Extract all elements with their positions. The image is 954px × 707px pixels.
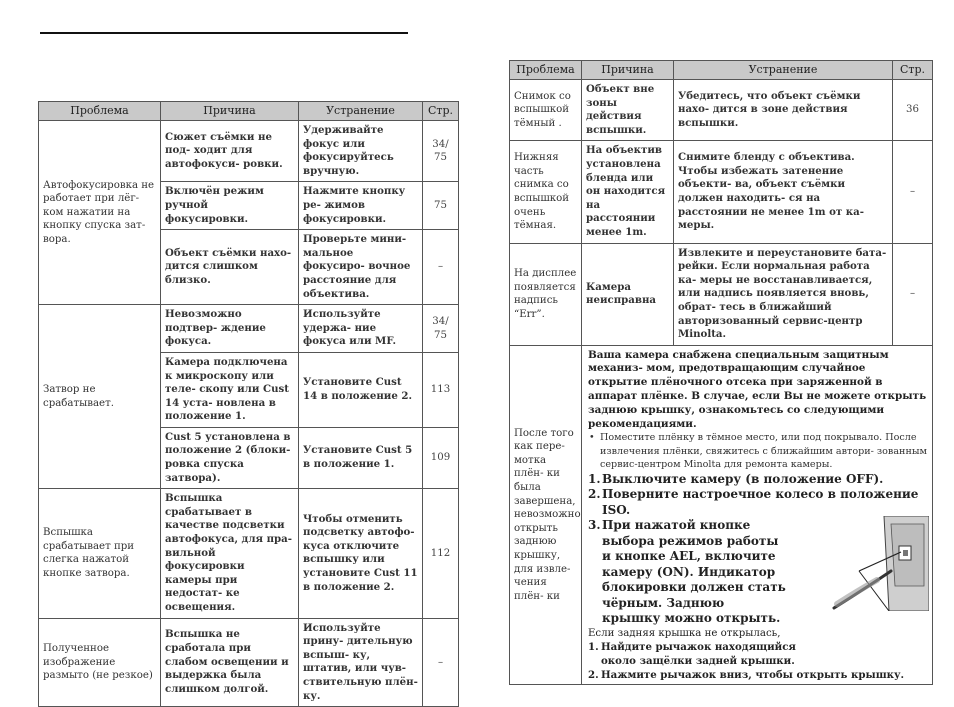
troubleshooting-table-left [38, 101, 459, 707]
table-row [510, 243, 933, 345]
page-cell: – [423, 618, 459, 707]
step-text: Поверните настроечное колесо в положение ISO. [602, 487, 919, 517]
cause-cell: Объект съёмки нахо- дится слишком близко. [161, 230, 299, 305]
cause-cell: Включён режим ручной фокусировки. [161, 182, 299, 230]
header-cause: Причина [582, 61, 674, 80]
step-text: Нажмите рычажок вниз, чтобы открыть крышку. [601, 669, 905, 682]
step-number: 1. [588, 641, 599, 654]
problem-cell: Снимок со вспышкой тёмный . [510, 80, 582, 141]
table-row [510, 141, 933, 243]
fix-cell: Чтобы отменить подсветку автофо- куса отключите вспышку или установите Cust 11 в положение 2. [299, 489, 423, 618]
fix-cell: Извлеките и переустановите бата- рейки. Если нормальная работа ка- меры не восстанавливается, или надпись появляется вновь, обрат- тесь в ближайший авторизованный сервис-центр Minolta. [674, 243, 893, 345]
page-cell: – [893, 243, 933, 345]
fix-cell: Убедитесь, что объект съёмки нахо- дится в зоне действия вспышки. [674, 80, 893, 141]
step-number: 2. [588, 487, 601, 502]
page-cell: 34/ 75 [423, 121, 459, 182]
page-cell: 109 [423, 427, 459, 488]
page-cell: 75 [423, 182, 459, 230]
step-number: 2. [588, 669, 599, 682]
problem-cell: Нижняя часть снимка со вспышкой очень тёмная. [510, 141, 582, 243]
cause-cell: Объект вне зоны действия вспышки. [582, 80, 674, 141]
header-fix: Устранение [674, 61, 893, 80]
fail-step-2 [588, 668, 928, 682]
table-row [39, 305, 459, 353]
troubleshooting-table-right [509, 60, 933, 685]
table-row [510, 345, 933, 685]
problem-cell: Автофокусировка не работает при лёг- ком нажатии на кнопку спуска зат- вора. [39, 121, 161, 305]
step-text: При нажатой кнопке выбора режимов работы и кнопке AEL, включите камеру (ON). Индикатор блокировки должен стать чёрным. Заднюю крышку можно открыть. [602, 518, 786, 626]
cause-cell: Вспышка не сработала при слабом освещении и выдержка была слишком долгой. [161, 618, 299, 707]
step-2 [588, 487, 928, 518]
header-page: Стр. [423, 102, 459, 121]
fix-cell: Нажмите кнопку ре- жимов фокусировки. [299, 182, 423, 230]
header-fix: Устранение [299, 102, 423, 121]
cause-cell: Сюжет съёмки не под- ходит для автофокуси- ровки. [161, 121, 299, 182]
cause-cell: На объектив установлена бленда или он находится на расстоянии менее 1m. [582, 141, 674, 243]
cause-cell: Невозможно подтвер- ждение фокуса. [161, 305, 299, 353]
problem-cell: После того как пере- мотка плён- ки была завершена, невозможно открыть заднюю крышку, для извле- чения плён- ки [510, 345, 582, 685]
cause-cell: Вспышка срабатывает в качестве подсветки автофокуса, для пра- вильной фокусировки камеры при недостат- ке освещения. [161, 489, 299, 618]
fix-cell: Используйте удержа- ние фокуса или MF. [299, 305, 423, 353]
page-cell: 112 [423, 489, 459, 618]
table-row [510, 80, 933, 141]
table-row [39, 121, 459, 182]
problem-cell: На дисплее появляется надпись “Err”. [510, 243, 582, 345]
header-page: Стр. [893, 61, 933, 80]
page-cell: – [423, 230, 459, 305]
fix-cell: Установите Cust 14 в положение 2. [299, 352, 423, 427]
table-row [39, 618, 459, 707]
fix-cell: Используйте прину- дительную вспыш- ку, штатив, или чув- ствительную плён- ку. [299, 618, 423, 707]
fail-step-1 [588, 640, 801, 668]
problem-cell: Вспышка срабатывает при слегка нажатой кнопке затвора. [39, 489, 161, 618]
cause-cell: Cust 5 установлена в положение 2 (блоки- ровка спуска затвора). [161, 427, 299, 488]
camera-back-illustration [829, 516, 929, 611]
fail-intro: Если задняя крышка не открылась, [588, 627, 781, 639]
intro-paragraph: Ваша камера снабжена специальным защитным механиз- мом, предотвращающим случайное открытие плёночного отсека при заряженной в аппарат плёнке. В случае, если Вы не можете открыть заднюю крышку, ознакомьтесь со следующими рекомендациями. [588, 348, 927, 430]
step-text: Найдите рычажок находящийся около защёлки задней крышки. [601, 641, 796, 668]
problem-cell: Полученное изображение размыто (не резкое) [39, 618, 161, 707]
step-number: 1. [588, 471, 601, 486]
header-rule [40, 32, 408, 34]
fix-cell: Снимите бленду с объектива. Чтобы избежать затенение объекти- ва, объект съёмки должен находить- ся на расстоянии не менее 1m от ка- меры. [674, 141, 893, 243]
table-header-row [510, 61, 933, 80]
cause-cell: Камера подключена к микроскопу или теле- скопу или Cust 14 уста- новлена в положение 1. [161, 352, 299, 427]
header-problem: Проблема [39, 102, 161, 121]
problem-cell: Затвор не срабатывает. [39, 305, 161, 489]
fix-cell: Установите Cust 5 в положение 1. [299, 427, 423, 488]
page-cell: – [893, 141, 933, 243]
step-text: Выключите камеру (в положение OFF). [602, 471, 884, 486]
step-1 [588, 472, 928, 488]
step-number: 3. [588, 518, 601, 533]
header-problem: Проблема [510, 61, 582, 80]
page-cell: 36 [893, 80, 933, 141]
page-cell: 113 [423, 352, 459, 427]
fix-cell: Проверьте мини- мальное фокусиро- вочное расстояние для объектива. [299, 230, 423, 305]
cause-cell: Камера неисправна [582, 243, 674, 345]
instructions-cell [582, 345, 933, 685]
fix-cell: Удерживайте фокус или фокусируйтесь вручную. [299, 121, 423, 182]
page-cell: 34/ 75 [423, 305, 459, 353]
header-cause: Причина [161, 102, 299, 121]
bullet-note: • Поместите плёнку в тёмное место, или под покрывало. После извлечения плёнки, свяжитесь с ближайшим автори- зованным сервис-центром Minolta для ремонта камеры. [588, 431, 928, 471]
table-row [39, 489, 459, 618]
table-header-row [39, 102, 459, 121]
